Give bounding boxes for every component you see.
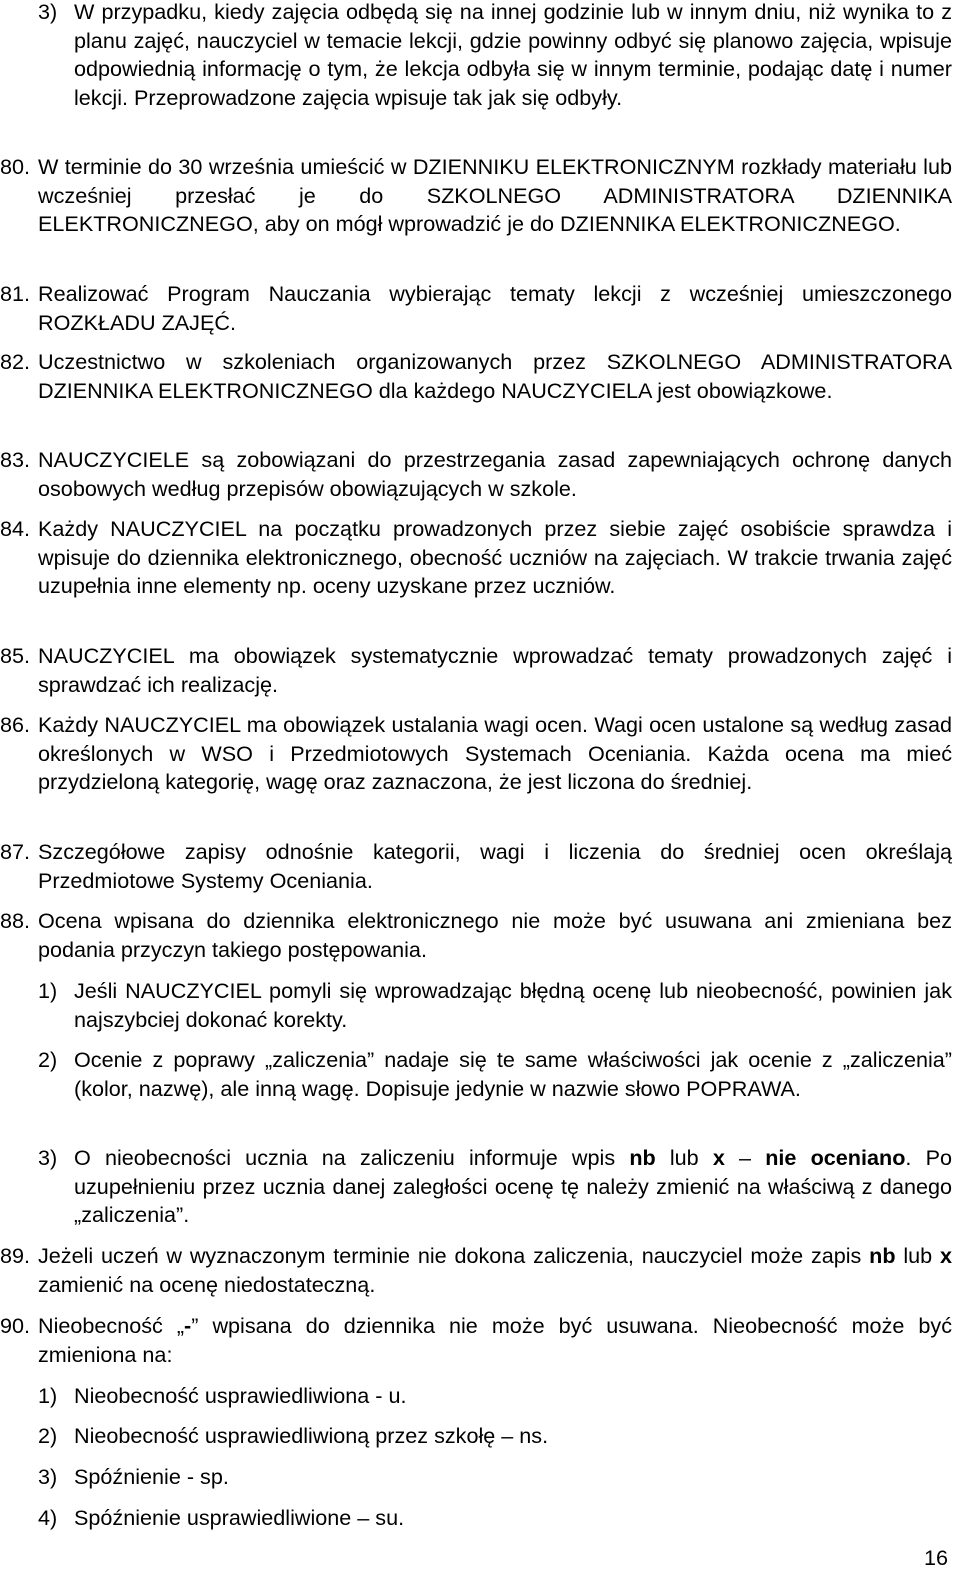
item-number: 1) — [38, 1383, 58, 1408]
list-item — [38, 1422, 952, 1451]
item-number: 2) — [38, 1047, 58, 1072]
list-item — [0, 1312, 952, 1369]
list-item — [0, 838, 952, 895]
code-dash: - — [184, 1313, 192, 1338]
item-text: Szczegółowe zapisy odnośnie kategorii, wagi i liczenia do średniej ocen określają Przedmiotowe Systemy Oceniania. — [38, 839, 952, 893]
list-item — [0, 446, 952, 503]
item-text: NAUCZYCIEL ma obowiązek systematycznie wprowadzać tematy prowadzonych zajęć i sprawdzać ich realizację. — [38, 643, 952, 697]
item-number: 86. — [0, 712, 31, 737]
list-item — [38, 1504, 952, 1533]
list-item — [0, 348, 952, 405]
page-number: 16 — [924, 1545, 949, 1570]
list-item — [0, 280, 952, 337]
code-nb: nb — [869, 1243, 896, 1268]
item-text: NAUCZYCIELE są zobowiązani do przestrzegania zasad zapewniających ochronę danych osobowych według przepisów obowiązujących w szkole. — [38, 447, 952, 501]
item-text: Jeżeli uczeń w wyznaczonym terminie nie dokona zaliczenia, nauczyciel może zapis nb lub x zamienić na ocenę niedostateczną. — [38, 1243, 952, 1297]
item-text: Ocenie z poprawy „zaliczenia” nadaje się te same właściwości jak ocenie z „zaliczenia” (kolor, nazwę), ale inną wagę. Dopisuje jedynie w nazwie słowo POPRAWA. — [74, 1047, 952, 1101]
list-item — [38, 0, 952, 112]
item-number: 4) — [38, 1505, 58, 1530]
item-number: 83. — [0, 447, 31, 472]
list-item — [0, 1242, 952, 1299]
item-number: 3) — [38, 1145, 58, 1170]
item-number: 80. — [0, 154, 31, 179]
item-text: Jeśli NAUCZYCIEL pomyli się wprowadzając błędną ocenę lub nieobecność, powinien jak najszybciej dokonać korekty. — [74, 978, 952, 1032]
item-text: W terminie do 30 września umieścić w DZIENNIKU ELEKTRONICZNYM rozkłady materiału lub wcześniej przesłać je do SZKOLNEGO ADMINISTRATORA DZIENNIKA ELEKTRONICZNEGO, aby on mógł wprowadzić je do DZIENNIKA ELEKTRONICZNEGO. — [38, 154, 952, 237]
item-text: Nieobecność „-” wpisana do dziennika nie może być usuwana. Nieobecność może być zmieniona na: — [38, 1313, 952, 1367]
list-item — [38, 977, 952, 1034]
item-text: Każdy NAUCZYCIEL na początku prowadzonych przez siebie zajęć osobiście sprawdza i wpisuje do dziennika elektronicznego, obecność uczniów na zajęciach. W trakcie trwania zajęć uzupełnia inne elementy np. oceny uzyskane przez uczniów. — [38, 516, 952, 599]
item-text: Spóźnienie usprawiedliwione – su. — [74, 1505, 405, 1530]
item-text: Ocena wpisana do dziennika elektronicznego nie może być usuwana ani zmieniana bez podania przyczyn takiego postępowania. — [38, 908, 952, 962]
item-number: 82. — [0, 349, 31, 374]
list-item — [0, 711, 952, 797]
item-number: 87. — [0, 839, 31, 864]
list-item — [38, 1144, 952, 1230]
item-number: 1) — [38, 978, 58, 1003]
item-text: W przypadku, kiedy zajęcia odbędą się na innej godzinie lub w innym dniu, niż wynika to z planu zajęć, nauczyciel w temacie lekcji, gdzie powinny odbyć się planowo zajęcia, wpisuje odpowiednią informację o tym, że lekcja odbyła się w innym terminie, podając datę i numer lekcji. Przeprowadzone zajęcia wpisuje tak jak się odbyły. — [74, 0, 952, 110]
item-number: 3) — [38, 1464, 58, 1489]
item-text: Nieobecność usprawiedliwiona - u. — [74, 1383, 407, 1408]
code-nb: nb — [629, 1145, 656, 1170]
item-text: Spóźnienie - sp. — [74, 1464, 229, 1489]
item-text: Uczestnictwo w szkoleniach organizowanych przez SZKOLNEGO ADMINISTRATORA DZIENNIKA ELEKTRONICZNEGO dla każdego NAUCZYCIELA jest obowiązkowe. — [38, 349, 952, 403]
code-x: x — [939, 1243, 952, 1268]
item-number: 89. — [0, 1243, 31, 1268]
list-item — [0, 153, 952, 239]
list-item — [38, 1463, 952, 1492]
list-item — [0, 907, 952, 964]
list-item — [0, 642, 952, 699]
list-item — [38, 1382, 952, 1411]
item-number: 3) — [38, 0, 58, 24]
item-number: 85. — [0, 643, 31, 668]
item-text: Realizować Program Nauczania wybierając tematy lekcji z wcześniej umieszczonego ROZKŁADU ZAJĘĆ. — [38, 281, 952, 335]
item-number: 90. — [0, 1313, 31, 1338]
item-number: 88. — [0, 908, 31, 933]
code-not-graded: nie oceniano — [765, 1145, 906, 1170]
list-item — [38, 1046, 952, 1103]
item-text: Każdy NAUCZYCIEL ma obowiązek ustalania wagi ocen. Wagi ocen ustalone są według zasad określonych w WSO i Przedmiotowych Systemach Oceniania. Każda ocena ma mieć przydzieloną kategorię, wagę oraz zaznaczona, że jest liczona do średniej. — [38, 712, 952, 795]
code-x: x — [712, 1145, 725, 1170]
item-number: 84. — [0, 516, 31, 541]
item-number: 81. — [0, 281, 31, 306]
item-text: Nieobecność usprawiedliwioną przez szkołę – ns. — [74, 1423, 549, 1448]
list-item — [0, 515, 952, 601]
item-number: 2) — [38, 1423, 58, 1448]
item-text: O nieobecności ucznia na zaliczeniu informuje wpis nb lub x – nie oceniano. Po uzupełnieniu przez ucznia danej zaległości ocenę tę należy zmienić na właściwą z danego „zaliczenia”. — [74, 1145, 952, 1228]
